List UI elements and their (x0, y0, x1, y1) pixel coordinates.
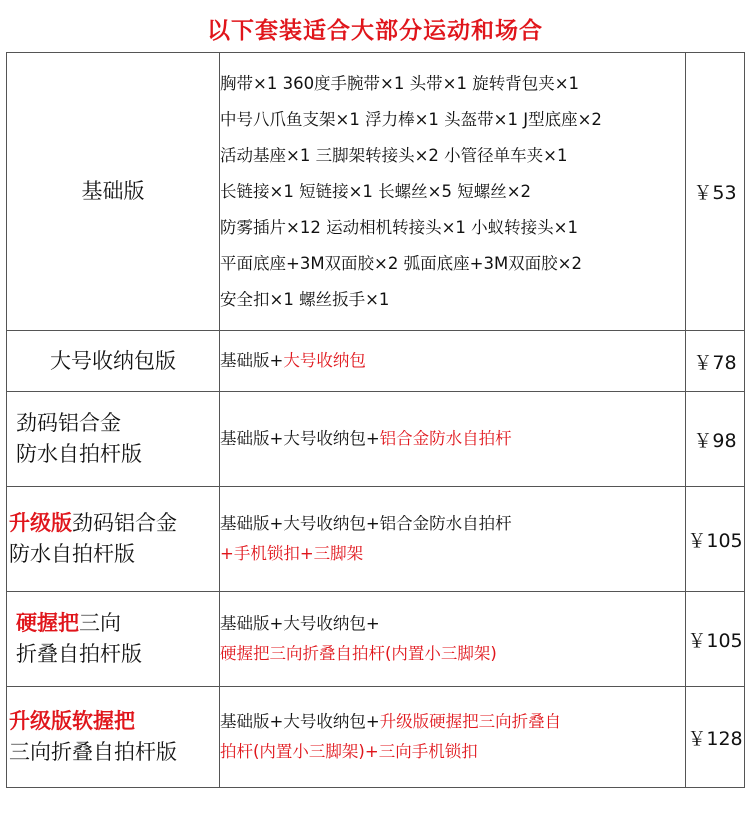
package-contents (220, 331, 686, 392)
package-name-highlight: 硬握把 (16, 611, 79, 635)
contents-line: 安全扣×1 螺丝扳手×1 (220, 289, 390, 309)
contents-base: 基础版+大号收纳包+ (220, 429, 380, 448)
table-row-basic (7, 53, 745, 331)
package-price: ￥105 (686, 487, 745, 592)
package-contents (220, 392, 686, 487)
contents-line: 平面底座+3M双面胶×2 弧面底座+3M双面胶×2 (220, 253, 583, 273)
contents-highlight: 大号收纳包 (283, 351, 366, 370)
package-name-line2: 三向折叠自拍杆版 (9, 740, 177, 764)
contents-line: 中号八爪鱼支架×1 浮力棒×1 头盔带×1 J型底座×2 (220, 109, 602, 129)
package-name-line1: 三向 (79, 611, 121, 635)
package-name (7, 592, 220, 687)
package-contents (220, 487, 686, 592)
package-price: ￥53 (686, 53, 745, 331)
contents-line: 防雾插片×12 运动相机转接头×1 小蚁转接头×1 (220, 217, 578, 237)
package-name-highlight: 升级版软握把 (9, 709, 135, 733)
package-price: ￥98 (686, 392, 745, 487)
table-row-soft-grip (7, 687, 745, 788)
contents-highlight: 升级版硬握把三向折叠自 (379, 712, 562, 731)
package-contents (220, 53, 686, 331)
package-name (7, 687, 220, 788)
table-row-storage-bag (7, 331, 745, 392)
package-name: 大号收纳包版 (7, 331, 220, 392)
package-name: 基础版 (7, 53, 220, 331)
contents-base: 基础版+ (220, 351, 284, 370)
package-name-line2: 防水自拍杆版 (16, 442, 142, 466)
package-price: ￥105 (686, 592, 745, 687)
contents-line: 长链接×1 短链接×1 长螺丝×5 短螺丝×2 (220, 181, 532, 201)
package-name-line1: 劲码铝合金 (72, 511, 177, 535)
contents-line: 胸带×1 360度手腕带×1 头带×1 旋转背包夹×1 (220, 73, 580, 93)
page-title: 以下套装适合大部分运动和场合 (207, 18, 543, 44)
table-row-waterproof-pole (7, 392, 745, 487)
contents-base: 基础版+大号收纳包+铝合金防水自拍杆 (220, 514, 512, 533)
contents-highlight: +手机锁扣+三脚架 (220, 544, 364, 563)
package-name-highlight: 升级版 (9, 511, 72, 535)
table-row-hard-grip (7, 592, 745, 687)
package-price: ￥128 (686, 687, 745, 788)
package-contents (220, 687, 686, 788)
package-name-line1: 劲码铝合金 (16, 411, 121, 435)
package-contents (220, 592, 686, 687)
package-price: ￥78 (686, 331, 745, 392)
package-table (6, 52, 745, 788)
table-row-upgraded-pole (7, 487, 745, 592)
contents-base: 基础版+大号收纳包+ (220, 712, 380, 731)
contents-highlight: 拍杆(内置小三脚架)+三向手机锁扣 (220, 742, 478, 761)
contents-highlight: 铝合金防水自拍杆 (379, 429, 512, 448)
package-name (7, 392, 220, 487)
package-name (7, 487, 220, 592)
package-name-line2: 折叠自拍杆版 (16, 642, 142, 666)
contents-highlight: 硬握把三向折叠自拍杆(内置小三脚架) (220, 644, 497, 663)
package-name-line2: 防水自拍杆版 (9, 542, 135, 566)
contents-base: 基础版+大号收纳包+ (220, 614, 380, 633)
contents-line: 活动基座×1 三脚架转接头×2 小管径单车夹×1 (220, 145, 568, 165)
